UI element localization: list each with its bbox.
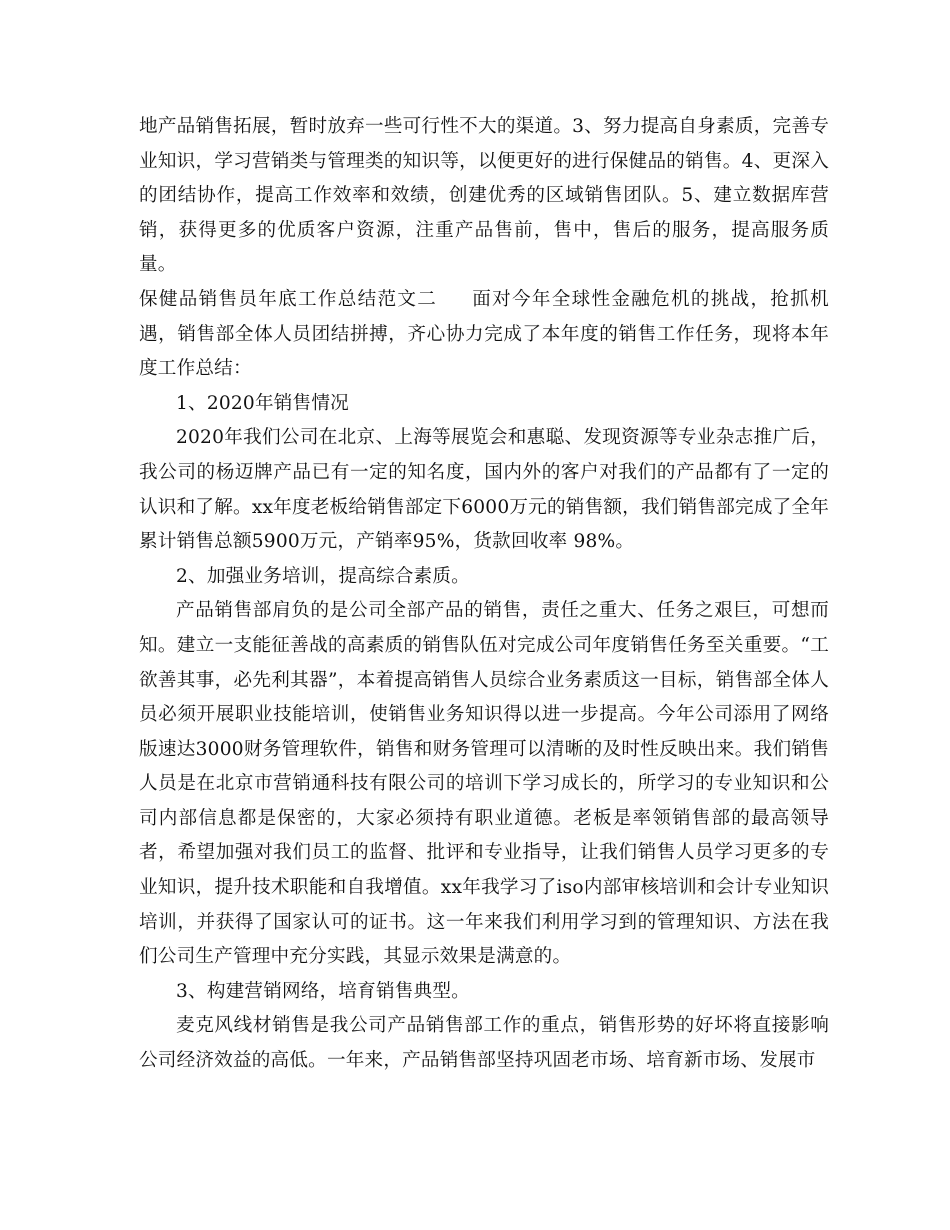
document-body (139, 110, 829, 1079)
heading-sales-situation: 1、2020年销售情况 (176, 392, 349, 414)
paragraph-sales-situation: 2020年我们公司在北京、上海等展览会和惠聪、发现资源等专业杂志推广后，我公司的杨迈牌产品已有一定的知名度，国内外的客户对我们的产品都有了一定的认识和了解。xx年度老板给销售部定下6000万元的销售额，我们销售部完成了全年累计销售总额5900万元，产销率95%，货款回收率 98%。 (139, 427, 829, 553)
heading-training: 2、加强业务培训，提高综合素质。 (176, 565, 470, 587)
section-intro-text: 面对今年全球性金融危机的挑战，抢抓机遇，销售部全体人员团结拼搏，齐心协力完成了本年度的销售工作任务，现将本年度工作总结： (139, 288, 829, 380)
section-title: 保健品销售员年底工作总结范文二 (139, 288, 438, 310)
paragraph-marketing-network: 麦克风线材销售是我公司产品销售部工作的重点，销售形势的好坏将直接影响公司经济效益的高低。一年来，产品销售部坚持巩固老市场、培育新市场、发展市 (139, 1015, 829, 1072)
section-two-paragraph (139, 283, 829, 387)
paragraph-continuation: 地产品销售拓展，暂时放弃一些可行性不大的渠道。3、努力提高自身素质，完善专业知识，学习营销类与管理类的知识等，以便更好的进行保健品的销售。4、更深入的团结协作，提高工作效率和效绩，创建优秀的区域销售团队。5、建立数据库营销，获得更多的优质客户资源，注重产品售前，售中，售后的服务，提高服务质量。 (139, 116, 829, 276)
paragraph-training: 产品销售部肩负的是公司全部产品的销售，责任之重大、任务之艰巨，可想而知。建立一支能征善战的高素质的销售队伍对完成公司年度销售任务至关重要。“工欲善其事，必先利其器”，本着提高销售人员综合业务素质这一目标，销售部全体人员必须开展职业技能培训，使销售业务知识得以进一步提高。今年公司添用了网络版速达3000财务管理软件，销售和财务管理可以清晰的及时性反映出来。我们销售人员是在北京市营销通科技有限公司的培训下学习成长的，所学习的专业知识和公司内部信息都是保密的，大家必须持有职业道德。老板是率领销售部的最高领导者，希望加强对我们员工的监督、批评和专业指导，让我们销售人员学习更多的专业知识，提升技术职能和自我增值。xx年我学习了iso内部审核培训和会计专业知识培训，并获得了国家认可的证书。这一年来我们利用学习到的管理知识、方法在我们公司生产管理中充分实践，其显示效果是满意的。 (139, 600, 829, 968)
heading-marketing-network: 3、构建营销网络，培育销售典型。 (176, 980, 470, 1002)
